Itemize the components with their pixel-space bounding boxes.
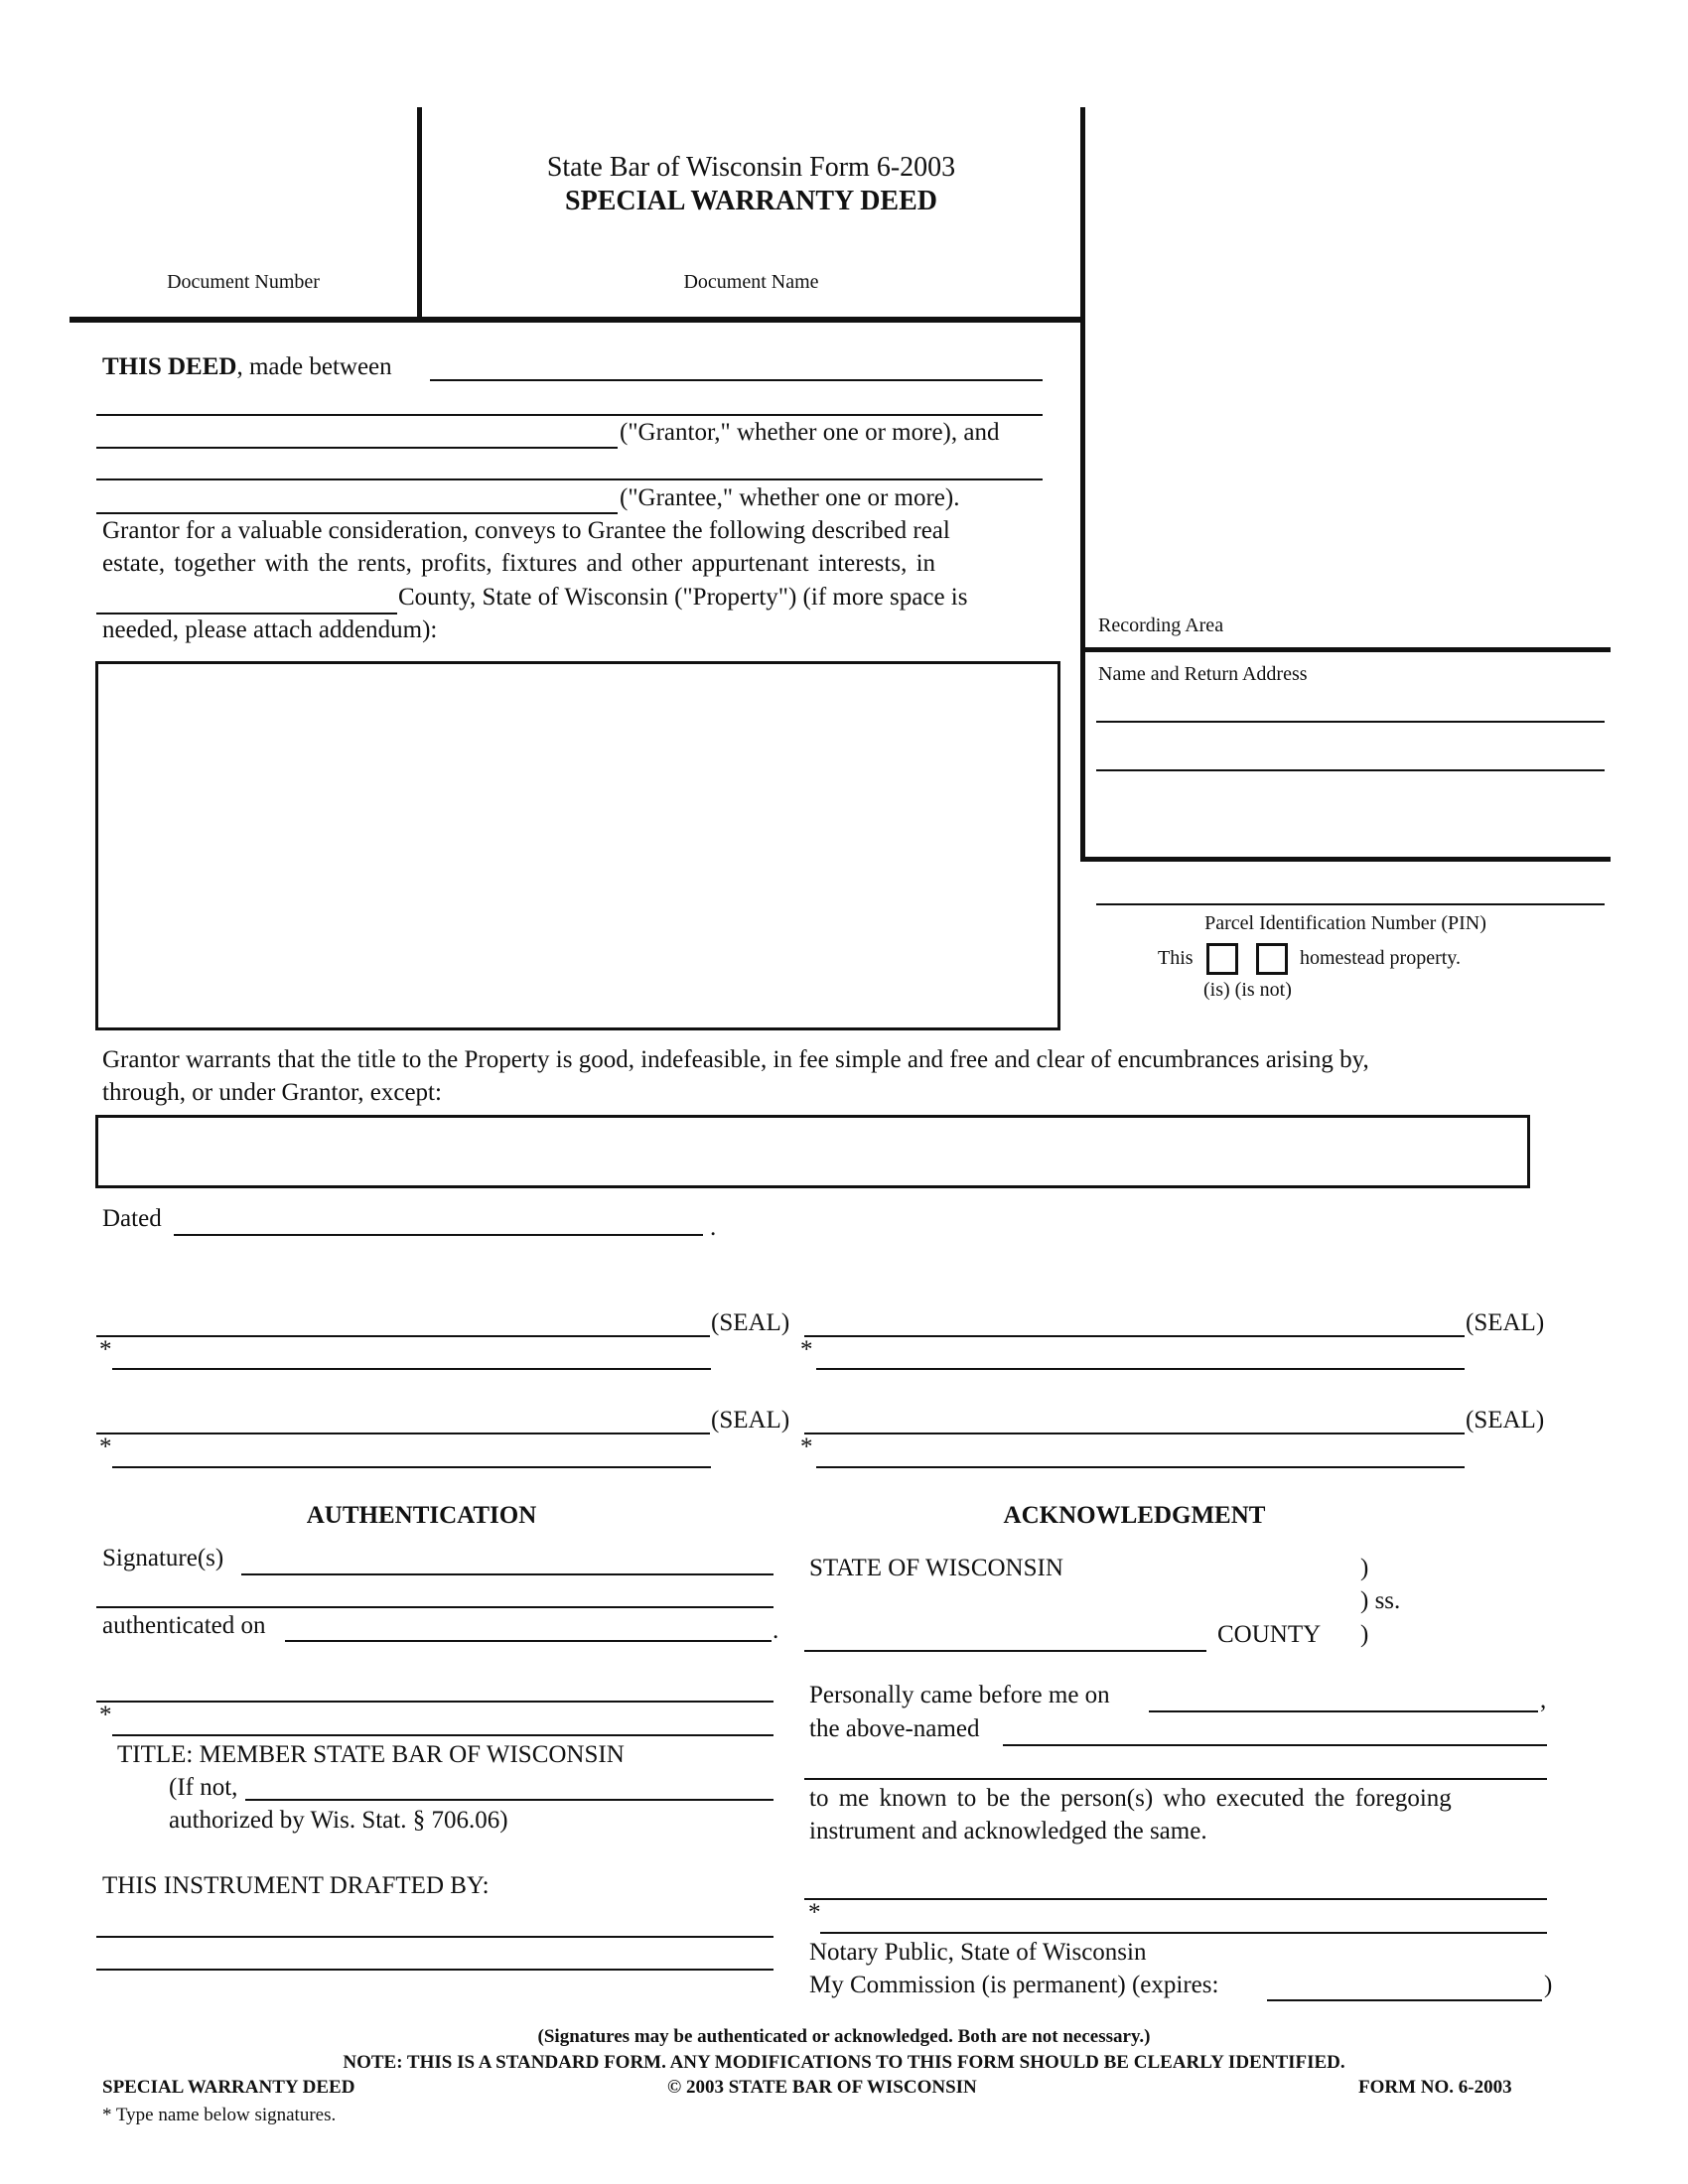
is-isnot-label: (is) (is not) — [1203, 979, 1292, 1001]
seal-label-4: (SEAL) — [1466, 1407, 1545, 1433]
header-bottom-rule — [70, 317, 1082, 323]
if-not-field[interactable] — [245, 1799, 774, 1801]
document-name-label: Document Name — [683, 271, 819, 293]
personally-came-label: Personally came before me on — [809, 1682, 1110, 1708]
seal-label-1: (SEAL) — [711, 1309, 790, 1336]
notary-asterisk: * — [808, 1899, 821, 1926]
county-name-field[interactable] — [804, 1650, 1206, 1652]
authorized-label: authorized by Wis. Stat. § 706.06) — [169, 1807, 508, 1834]
notary-name-line[interactable] — [820, 1932, 1547, 1934]
conveys-line-2: estate, together with the rents, profits, fixtures and other appurtenant interests, in — [102, 550, 936, 577]
ss-label: ) ss. — [1360, 1587, 1401, 1614]
grantee-name-field-1[interactable] — [96, 478, 1043, 480]
form-title: State Bar of Wisconsin Form 6-2003 — [546, 152, 956, 183]
authenticated-on-label: authenticated on — [102, 1612, 266, 1639]
signature-asterisk-2: * — [800, 1336, 813, 1363]
grantee-name-field-2[interactable] — [96, 512, 618, 514]
grantee-suffix: ("Grantee," whether one or more). — [620, 484, 960, 511]
authentication-heading: AUTHENTICATION — [306, 1502, 537, 1529]
exceptions-box[interactable] — [95, 1115, 1530, 1188]
known-line-1: to me known to be the person(s) who executed the foregoing — [809, 1785, 1452, 1812]
personally-came-field[interactable] — [1149, 1710, 1538, 1712]
typed-name-line-4[interactable] — [816, 1466, 1465, 1468]
made-between-label: , made between — [236, 353, 392, 380]
header-divider-right — [1080, 107, 1085, 862]
known-line-2: instrument and acknowledged the same. — [809, 1818, 1207, 1844]
signatures-note: (Signatures may be authenticated or acknowledged. Both are not necessary.) — [537, 2026, 1151, 2047]
signature-line-1[interactable] — [96, 1335, 710, 1337]
name-return-address-label: Name and Return Address — [1098, 663, 1308, 685]
grantor-name-field-2[interactable] — [96, 447, 618, 449]
signature-line-2[interactable] — [804, 1335, 1465, 1337]
authenticated-on-field[interactable] — [285, 1640, 772, 1642]
this-deed-label: THIS DEED — [102, 353, 237, 380]
seal-label-3: (SEAL) — [711, 1407, 790, 1433]
seal-label-2: (SEAL) — [1466, 1309, 1545, 1336]
doc-title: SPECIAL WARRANTY DEED — [565, 186, 937, 216]
above-named-label: the above-named — [809, 1715, 980, 1742]
acknowledgment-heading: ACKNOWLEDGMENT — [1003, 1502, 1266, 1529]
personally-came-comma: , — [1540, 1687, 1547, 1713]
authenticator-signature-line[interactable] — [96, 1701, 774, 1703]
pin-label: Parcel Identification Number (PIN) — [1204, 912, 1486, 934]
homestead-property-label: homestead property. — [1300, 947, 1461, 969]
footer-center: © 2003 STATE BAR OF WISCONSIN — [667, 2077, 977, 2098]
notary-signature-line[interactable] — [804, 1898, 1547, 1900]
county-field[interactable] — [96, 613, 397, 614]
commission-label: My Commission (is permanent) (expires: — [809, 1972, 1219, 1998]
signatures-field-2[interactable] — [96, 1606, 774, 1608]
homestead-is-checkbox[interactable] — [1206, 943, 1238, 975]
signature-line-3[interactable] — [96, 1433, 710, 1434]
county-label: COUNTY — [1217, 1621, 1322, 1648]
typed-name-line-2[interactable] — [816, 1368, 1465, 1370]
authenticated-on-period: . — [773, 1617, 779, 1644]
state-paren: ) — [1360, 1555, 1369, 1581]
return-address-field-1[interactable] — [1096, 721, 1605, 723]
type-name-note: * Type name below signatures. — [102, 2105, 337, 2125]
document-number-label: Document Number — [167, 271, 320, 293]
needed-line: needed, please attach addendum): — [102, 616, 438, 643]
above-named-field[interactable] — [1003, 1744, 1547, 1746]
commission-expires-field[interactable] — [1267, 1999, 1542, 2001]
signature-asterisk-3: * — [99, 1433, 112, 1460]
recording-area-label: Recording Area — [1098, 614, 1224, 636]
if-not-label: (If not, — [169, 1774, 238, 1801]
deed-intro — [102, 352, 392, 382]
pin-field[interactable] — [1096, 903, 1605, 905]
notary-public-label: Notary Public, State of Wisconsin — [809, 1939, 1147, 1966]
warranty-line-2: through, or under Grantor, except: — [102, 1079, 442, 1106]
grantor-name-field-1[interactable] — [96, 414, 1043, 416]
footer-right: FORM NO. 6-2003 — [1358, 2077, 1512, 2098]
warranty-line-1: Grantor warrants that the title to the Property is good, indefeasible, in fee simple and free and clear of encumbrances arising by, — [102, 1046, 1369, 1073]
authenticator-asterisk: * — [99, 1702, 112, 1728]
dated-label: Dated — [102, 1205, 162, 1232]
return-address-bottom-rule — [1080, 857, 1611, 862]
footer-left: SPECIAL WARRANTY DEED — [102, 2077, 355, 2098]
county-line: County, State of Wisconsin ("Property") (if more space is — [398, 584, 968, 611]
drafted-by-label: THIS INSTRUMENT DRAFTED BY: — [102, 1872, 490, 1899]
signatures-field[interactable] — [241, 1573, 774, 1575]
homestead-is-not-checkbox[interactable] — [1256, 943, 1288, 975]
drafted-by-field-1[interactable] — [96, 1936, 774, 1938]
made-between-field[interactable] — [430, 379, 1043, 381]
dated-field[interactable] — [174, 1234, 703, 1236]
signature-asterisk-1: * — [99, 1336, 112, 1363]
standard-form-note: NOTE: THIS IS A STANDARD FORM. ANY MODIFICATIONS TO THIS FORM SHOULD BE CLEARLY IDENTIFIED. — [343, 2052, 1345, 2073]
grantor-suffix: ("Grantor," whether one or more), and — [620, 419, 1000, 446]
return-address-field-2[interactable] — [1096, 769, 1605, 771]
above-named-field-2[interactable] — [804, 1778, 1547, 1780]
title-member-label: TITLE: MEMBER STATE BAR OF WISCONSIN — [117, 1741, 625, 1768]
homestead-this-label: This — [1158, 947, 1194, 969]
typed-name-line-3[interactable] — [112, 1466, 711, 1468]
recording-area-rule — [1080, 647, 1611, 652]
drafted-by-field-2[interactable] — [96, 1969, 774, 1971]
dated-period: . — [710, 1214, 717, 1241]
signatures-label: Signature(s) — [102, 1545, 224, 1571]
state-of-wisconsin: STATE OF WISCONSIN — [809, 1555, 1063, 1581]
legal-description-box[interactable] — [95, 661, 1060, 1030]
signature-asterisk-4: * — [800, 1433, 813, 1460]
signature-line-4[interactable] — [804, 1433, 1465, 1434]
commission-close: ) — [1544, 1972, 1553, 1998]
conveys-line-1: Grantor for a valuable consideration, conveys to Grantee the following described real — [102, 517, 950, 544]
county-paren: ) — [1360, 1621, 1369, 1648]
authenticator-name-line[interactable] — [112, 1734, 774, 1736]
typed-name-line-1[interactable] — [112, 1368, 711, 1370]
